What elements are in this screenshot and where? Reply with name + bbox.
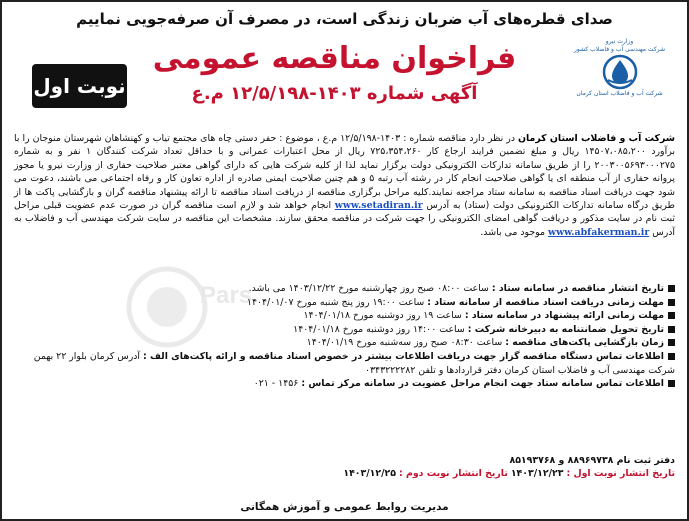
logo-top-text: وزارت نیرو bbox=[605, 38, 634, 45]
watermark-text: Pars bbox=[200, 282, 253, 309]
round-badge: نوبت اول bbox=[32, 64, 127, 108]
bullet-icon bbox=[668, 312, 675, 319]
registration-office: دفتر ثبت نام ۸۸۹۶۹۷۳۸ و ۸۵۱۹۳۷۶۸ bbox=[509, 455, 675, 466]
schedule-item bbox=[14, 377, 675, 391]
water-drop-icon bbox=[598, 54, 642, 90]
bullet-icon bbox=[668, 285, 675, 292]
setadiran-link[interactable]: www.setadiran.ir bbox=[334, 200, 423, 212]
schedule-value: آدرس کرمان بلوار ۲۲ بهمن شرکت مهندسی آب و فاضلاب استان کرمان دفتر قراردادها و تلفن ۰۳۴۳۲۲۲۲۸۲ bbox=[33, 350, 675, 376]
schedule-value: ساعت ۱۴:۰۰ روز دوشنبه مورخ ۱۴۰۴/۰۱/۱۸ bbox=[293, 323, 468, 335]
schedule-label: تاریخ تحویل ضمانتنامه به دبیرخانه شرکت : bbox=[467, 323, 664, 335]
body-paragraph-3: موجود می باشد. bbox=[480, 226, 549, 238]
bullet-icon bbox=[668, 380, 675, 387]
schedule-item bbox=[14, 296, 675, 310]
schedule-label: مهلت زمانی دریافت اسناد مناقصه از سامانه ستاد : bbox=[427, 296, 664, 308]
schedule-item bbox=[14, 309, 675, 323]
schedule-value: ساعت ۱۹ روز دوشنبه مورخ ۱۴۰۴/۰۱/۱۸ bbox=[303, 310, 465, 322]
company-logo bbox=[572, 38, 667, 108]
bullet-icon bbox=[668, 299, 675, 306]
first-publish-date: ۱۴۰۳/۱۲/۲۳ bbox=[510, 468, 564, 479]
schedule-item bbox=[14, 282, 675, 296]
schedule-item bbox=[14, 336, 675, 350]
schedule-item bbox=[14, 323, 675, 337]
bullet-icon bbox=[668, 339, 675, 346]
schedule-label: زمان بازگشایی پاکت‌های مناقصه : bbox=[505, 337, 664, 349]
schedule-list bbox=[14, 282, 675, 391]
abfakerman-link[interactable]: www.abfakerman.ir bbox=[548, 226, 650, 238]
notice-body bbox=[14, 132, 675, 239]
schedule-item bbox=[14, 350, 675, 377]
first-publish-label: تاریخ انتشار نوبت اول : bbox=[566, 468, 675, 479]
logo-company-text: شرکت آب و فاضلاب استان کرمان bbox=[576, 90, 663, 97]
bullet-icon bbox=[668, 326, 675, 333]
bullet-icon bbox=[668, 353, 675, 360]
schedule-value: ۱۴۵۶ - ۰۲۱ bbox=[253, 378, 302, 390]
page-title: فراخوان مناقصه عمومی bbox=[152, 41, 517, 76]
body-paragraph-1: در نظر دارد مناقصه شماره : ۱۴۰۳-۱۲/۵/۱۹۸ م.ع ، موضوع : حفر دستی چاه های مجتمع تیاب و کهنشاهان شهرستان منوجان را با برآورد ۱۴۵۰۷،۰۸۵،۲۰۰ ریال و مبلغ تضمین فرایند ارجاع کار ۷۲۵،۳۵۴،۲۶۰ ریال از محل اعتبارات عمرانی و با حداقل تعداد شرکت کنندگان ۱ نفر و به شماره ۲۰۰۳۰۰۵۶۹۳۰۰۰۲۷۵ را از طریق سامانه تدارکات الکترونیکی دولت برگزار نماید لذا از کلیه شرکت هایی که دارای گواهی معتبر صلاحیت حفاری از وزارت نیرو یا مجوز پروانه حفاری از آب منطقه ای یا گواهی صلاحیت انجام کار در رشته آب رتبه ۵ و هم چنین صلاحیت ایمنی صادره از اداره تعاون کار و رفاه اجتماعی می باشند، دعوت می شود جهت دریافت اسناد مناقصه به سامانه ستاد مراجعه نمایند.کلیه مراحل برگزاری مناقصه از دریافت اسناد مناقصه تا ارائه پیشنهاد مناقصه گران و بازگشایی پاکت ها از طریق درگاه سامانه تدارکات الکترونیکی دولت (ستاد) به آدرس bbox=[14, 133, 675, 212]
second-publish-date: ۱۴۰۳/۱۲/۲۵ bbox=[343, 468, 396, 479]
publish-row bbox=[14, 467, 675, 480]
schedule-label: اطلاعات تماس دستگاه مناقصه گزار جهت دریافت اطلاعات بیشتر در خصوص اسناد مناقصه و ارائه پاکت‌های الف : bbox=[143, 350, 664, 362]
second-publish-label: تاریخ انتشار نوبت دوم : bbox=[398, 468, 508, 479]
schedule-label: تاریخ انتشار مناقصه در سامانه ستاد : bbox=[491, 283, 664, 294]
schedule-value: ساعت ۰۸:۳۰ صبح روز سه‌شنبه مورخ ۱۴۰۴/۰۱/۱۹ bbox=[306, 337, 506, 349]
schedule-value: ساعت ۱۹:۰۰ روز پنج شنبه مورخ ۱۴۰۴/۰۱/۰۷ bbox=[246, 296, 428, 308]
slogan-banner: صدای قطره‌های آب ضربان زندگی است، در مصرف آن صرفه‌جویی نمایيم bbox=[76, 10, 613, 28]
schedule-label: مهلت زمانی ارائه پیشنهاد در سامانه ستاد : bbox=[464, 310, 664, 322]
organization-name: شرکت آب و فاضلاب استان کرمان bbox=[518, 133, 676, 144]
schedule-label: اطلاعات تماس سامانه ستاد جهت انجام مراحل عضویت در سامانه مرکز تماس : bbox=[301, 378, 664, 390]
publish-dates bbox=[14, 454, 675, 480]
ad-number: آگهی شماره ۱۴۰۳-۱۲/۵/۱۹۸ م.ع bbox=[191, 83, 478, 104]
logo-mid-text: شرکت مهندسی آب و فاضلاب کشور bbox=[573, 46, 666, 53]
schedule-value: ساعت ۰۸:۰۰ صبح روز چهارشنبه مورخ ۱۴۰۳/۱۲/۲۲ می باشد. bbox=[248, 283, 492, 294]
body-paragraph-2: انجام خواهد شد و لازم است مناقصه گران در صورت عدم عضویت قبلی مراحل ثبت نام در سایت مذکور و دریافت گواهی امضای الکترونیکی را جهت شرکت در مناقصه محقق سازند. مشخصات این مناقصه در سایت شرکت مهندسی آب و فاضلاب به آدرس bbox=[14, 200, 675, 238]
signature: مدیریت روابط عمومی و آموزش همگانی bbox=[240, 501, 449, 513]
